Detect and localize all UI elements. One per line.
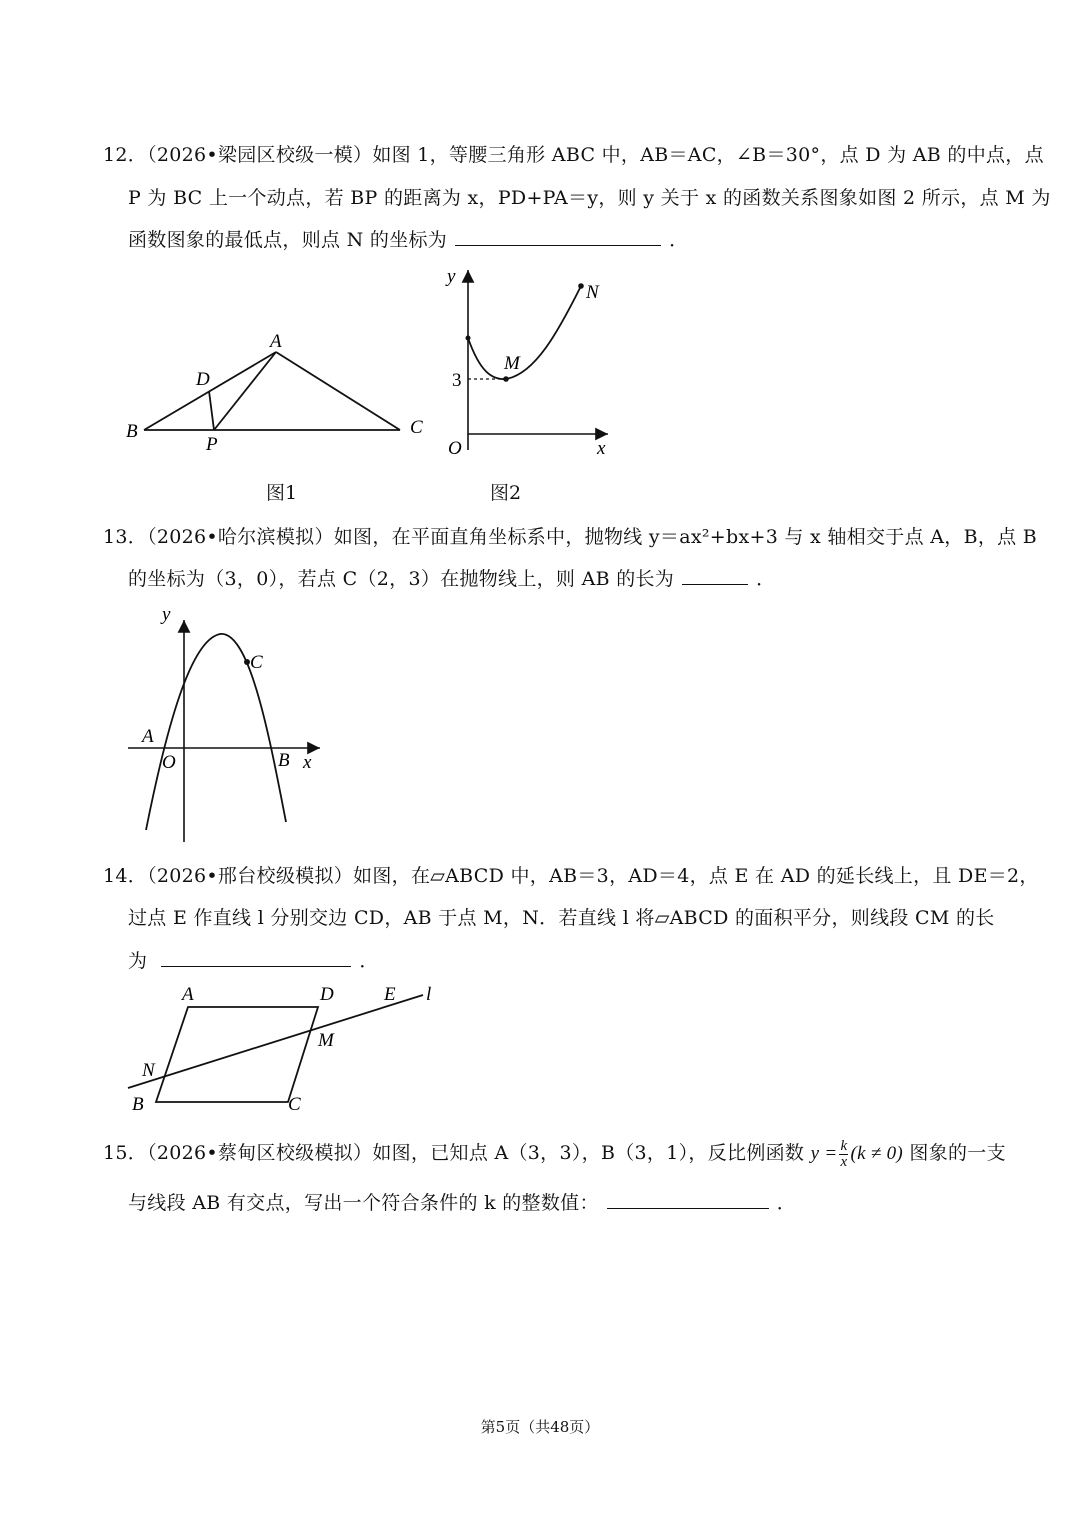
q14-line1: 14．（2026•邢台校级模拟）如图，在▱ABCD 中，AB＝3，AD＝4，点 E 在 AD 的延长线上，且 DE＝2， [103,865,1039,887]
label-A: A [142,726,154,747]
q15-line1a: 15．（2026•蔡甸区校级模拟）如图，已知点 A（3，3），B（3，1），反比例函数 [103,1142,805,1164]
q15-end: ． [776,1192,797,1214]
parabola [146,634,286,830]
label-y: y [162,604,171,625]
label-E: E [384,984,396,1005]
label-B: B [126,421,138,442]
label-B: B [278,750,290,771]
label-C: C [288,1094,301,1115]
label-three: 3 [452,370,462,391]
q14-end: ． [359,950,379,972]
label-P: P [206,434,218,455]
q14-answer-blank[interactable] [161,948,351,967]
label-N: N [586,282,599,303]
segment-dp [209,391,214,430]
q15-line1b: 图象的一支 [909,1142,1006,1164]
q15-formula [810,1137,904,1170]
label-M: M [318,1030,334,1051]
start-point [466,336,471,341]
q15-line2-text: 与线段 AB 有交点，写出一个符合条件的 k 的整数值： [128,1192,599,1214]
formula-condition: (k ≠ 0) [850,1143,904,1164]
label-C: C [410,417,423,438]
figure2-caption: 图2 [490,482,522,504]
label-N: N [142,1060,155,1081]
label-D: D [196,369,210,390]
formula-y: y = [810,1143,838,1164]
q12-answer-blank[interactable] [455,227,661,246]
q12-line2: P 为 BC 上一个动点，若 BP 的距离为 x，PD+PA＝y，则 y 关于 x 的函数关系图象如图 2 所示，点 M 为 [128,187,1051,209]
q13-end: ． [756,568,776,590]
q14-line3 [128,946,379,973]
figure1-caption: 图1 [266,482,298,504]
formula-fraction [839,1139,848,1170]
point-M [503,376,509,382]
q14-line2: 过点 E 作直线 l 分别交边 CD，AB 于点 M，N．若直线 l 将▱ABCD 的面积平分，则线段 CM 的长 [128,907,995,929]
formula-numerator: k [840,1137,848,1154]
formula-denominator: x [840,1153,848,1170]
label-A: A [182,984,194,1005]
segment-ab [144,352,276,430]
point-N [578,283,584,289]
label-y: y [447,266,456,287]
q13-line2 [128,564,775,591]
label-O: O [448,438,462,459]
function-curve [468,286,581,379]
label-M: M [504,353,520,374]
q12-line3-text: 函数图象的最低点，则点 N 的坐标为 [128,229,448,251]
label-l: l [426,984,432,1005]
q14-line3-text: 为 [128,950,148,972]
label-x: x [597,438,606,459]
label-x: x [303,752,312,773]
q12-line1: 12．（2026•梁园区校级一模）如图 1，等腰三角形 ABC 中，AB＝AC，∠B＝30°，点 D 为 AB 的中点，点 [103,144,1044,166]
label-O: O [162,752,176,773]
q15-line1 [103,1138,1006,1170]
q12-line3 [128,225,688,252]
q13-answer-blank[interactable] [682,566,748,585]
line-l [128,995,423,1088]
q12-figure2 [440,262,620,466]
segment-ac [276,352,400,430]
label-B: B [132,1094,144,1115]
page-footer: 第5页（共48页） [480,1418,600,1436]
q12-figure1 [110,325,440,459]
q13-line2-text: 的坐标为（3，0），若点 C（2，3）在抛物线上，则 AB 的长为 [128,568,675,590]
q14-figure [118,980,448,1119]
q13-figure [120,600,340,854]
q12-end: ． [669,229,689,251]
q15-line2 [128,1188,796,1215]
label-A: A [270,331,282,352]
q13-line1: 13．（2026•哈尔滨模拟）如图，在平面直角坐标系中，抛物线 y＝ax²+bx+3 与 x 轴相交于点 A，B，点 B [103,526,1038,548]
segment-pa [214,352,276,430]
label-C: C [250,652,263,673]
q15-answer-blank[interactable] [607,1190,769,1209]
label-D: D [320,984,334,1005]
